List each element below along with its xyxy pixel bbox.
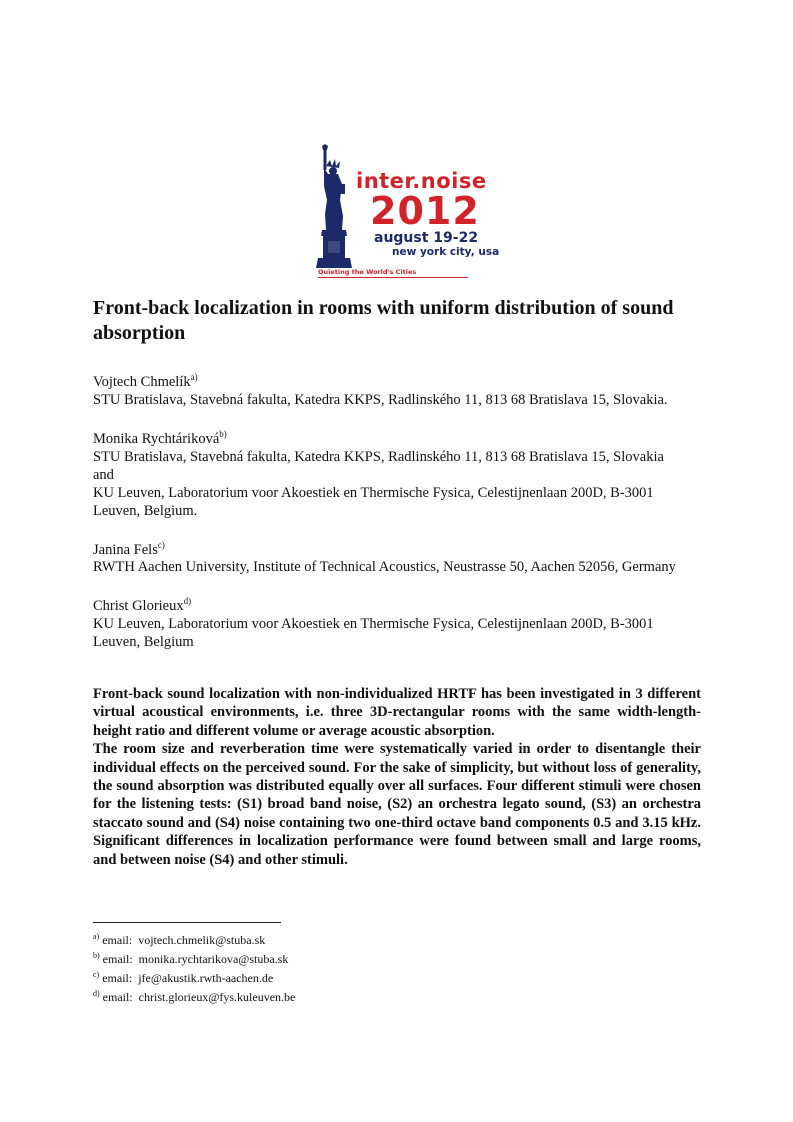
author-affiliation: STU Bratislava, Stavebná fakulta, Katedra KKPS, Radlinského 11, 813 68 Bratislava 15, Slovakia. — [93, 391, 668, 408]
author-list — [93, 368, 703, 667]
author-name: Christ Glorieux$^{d)}$ — [93, 596, 192, 615]
author-affiliation: STU Bratislava, Stavebná fakulta, Katedra KKPS, Radlinského 11, 813 68 Bratislava 15, Slovakia — [93, 448, 664, 465]
email-link[interactable]: jfe@akustik.rwth-aachen.de — [138, 971, 274, 985]
footnote: $^{c)}$ email: jfe@akustik.rwth-aachen.de — [93, 970, 274, 985]
author-footnote-mark: d) — [183, 596, 192, 607]
author-affiliation: KU Leuven, Laboratorium voor Akoestiek en Thermische Fysica, Celestijnenlaan 200D, B-3001 Leuven, Belgium. — [93, 484, 654, 519]
author-name: Monika Rychtáriková$^{b)}$ — [93, 428, 227, 447]
logo-city: new york city, usa — [392, 246, 500, 258]
abstract-paragraph: Front-back sound localization with non-individualized HRTF has been investigated in 3 different virtual acoustical environments, i.e. three 3D-rectangular rooms with the same width-length-height ratio and different volume or average acoustic absorption. — [93, 686, 701, 739]
logo-year: 2012 — [370, 189, 480, 233]
author-name: Janina Fels$^{c)}$ — [93, 539, 165, 558]
footnote-divider — [93, 922, 281, 923]
logo-date: august 19-22 — [374, 230, 479, 246]
email-link[interactable]: vojtech.chmelik@stuba.sk — [138, 933, 266, 947]
conference-logo — [312, 140, 500, 285]
footnote: $^{b)}$ email: monika.rychtarikova@stuba.sk — [93, 951, 289, 966]
email-link[interactable]: christ.glorieux@fys.kuleuven.be — [138, 990, 296, 1004]
author-affiliation: KU Leuven, Laboratorium voor Akoestiek en Thermische Fysica, Celestijnenlaan 200D, B-3001 Leuven, Belgium — [93, 616, 654, 651]
author-footnote-mark: b) — [219, 428, 227, 439]
author-name: Vojtech Chmelík$^{a)}$ — [93, 372, 198, 390]
author-footnote-mark: a) — [190, 372, 198, 382]
statue-of-liberty-icon — [312, 144, 356, 272]
email-link[interactable]: monika.rychtarikova@stuba.sk — [138, 952, 289, 966]
logo-tagline: Quieting the World's Cities — [318, 268, 468, 278]
footnotes — [93, 929, 295, 1005]
author-affiliation: RWTH Aachen University, Institute of Technical Acoustics, Neustrasse 50, Aachen 52056, Germany — [93, 559, 676, 576]
footnote: $^{d)}$ email: christ.glorieux@fys.kuleuven.be — [93, 989, 296, 1004]
author-affiliation-conjunction: and — [93, 466, 114, 483]
paper-title: Front-back localization in rooms with uniform distribution of sound absorption — [93, 297, 674, 344]
author-footnote-mark: c) — [157, 539, 165, 550]
abstract — [93, 685, 701, 869]
author-block — [93, 368, 703, 409]
logo-conference-name: inter.noise — [356, 169, 487, 193]
author-block — [93, 592, 703, 651]
author-block — [93, 425, 703, 520]
author-block — [93, 536, 703, 577]
footnote: $^{a)}$ email: vojtech.chmelik@stuba.sk — [93, 932, 266, 947]
abstract-paragraph: The room size and reverberation time were systematically varied in order to disentangle their individual effects on the perceived sound. For the sake of simplicity, but without loss of generality, the sound absorption was distributed equally over all surfaces. Four different stimuli were chosen for the listening tests: (S1) broad band noise, (S2) an orchestra legato sound, (S3) an orchestra staccato sound and (S4) noise containing two one-third octave band components 0.5 and 3.15 kHz. Significant differences in localization performance were found between small and large rooms, and between noise (S4) and other stimuli. — [93, 741, 701, 868]
